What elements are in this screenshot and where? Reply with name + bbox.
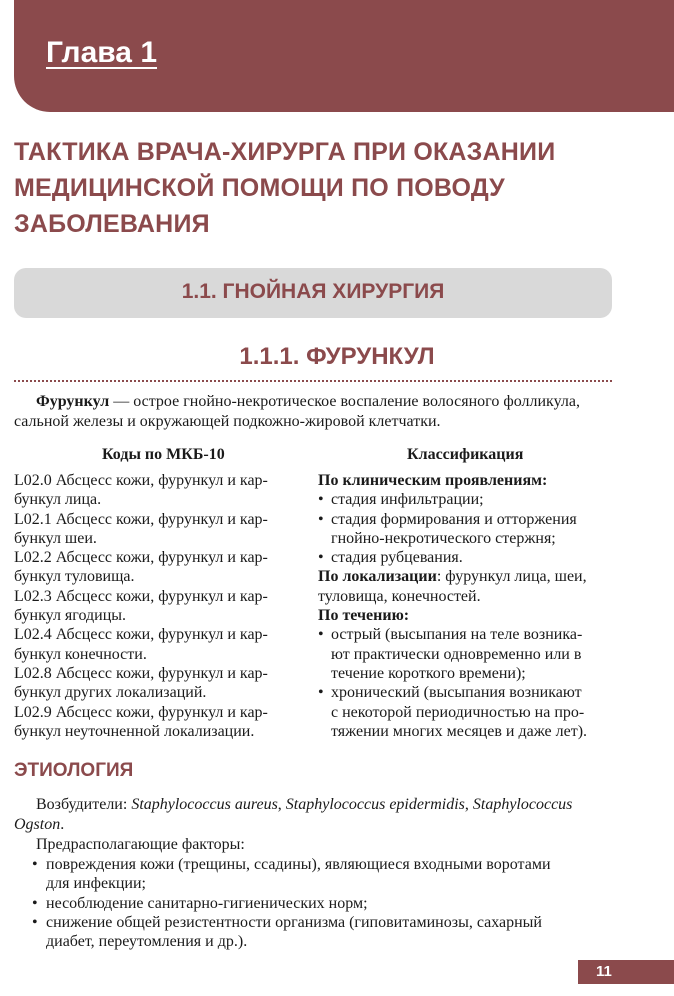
course-label: По течению: [318,607,410,625]
icd-code-item: L02.0 Абсцесс кожи, фурункул и кар- бункул лица. [14,472,268,509]
course-list [318,625,618,741]
page-number: 11 [596,963,612,980]
pathogens-paragraph: Возбудители: Staphylococcus aureus, Staphylococcus epidermidis, Staphylococcus Ogston. [14,796,573,833]
section-title: 1.1. ГНОЙНАЯ ХИРУРГИЯ [181,280,445,303]
icd-code-item: L02.4 Абсцесс кожи, фурункул и кар- бункул конечности. [14,626,268,663]
clinical-stage-item: • стадия формирования и отторжения гнойно-некротического стержня; [318,510,618,549]
subsection-title: 1.1.1. ФУРУНКУЛ [239,343,435,370]
icd-code-item: L02.3 Абсцесс кожи, фурункул и кар- бункул ягодицы. [14,587,268,625]
location-label: По локализации [318,568,437,586]
dotted-divider [14,380,612,382]
classification-list [318,471,618,741]
factor-item: • снижение общей резистентности организма (гиповитаминозы, сахарный диабет, переутомления и др.). [32,913,616,952]
page-number-tab [578,960,674,984]
definition-paragraph [14,392,614,432]
clinical-stage-item: • стадия рубцевания. [318,548,618,567]
title-line: ЗАБОЛЕВАНИЯ [14,210,210,238]
icd-code-item: L02.1 Абсцесс кожи, фурункул и кар- бункул шеи. [14,510,268,547]
clinical-stage-list [318,490,618,567]
classification-heading: Классификация [407,446,524,463]
etiology-heading: ЭТИОЛОГИЯ [14,760,134,781]
page-title [14,134,634,242]
pathogen: Staphylococcus Ogston [14,796,573,833]
icd-code-item: L02.8 Абсцесс кожи, фурункул и кар- бункул других локализаций. [14,664,268,702]
factor-item: • повреждения кожи (трещины, ссадины), являющиеся входными воротами для инфекции; [32,855,616,894]
title-line: ТАКТИКА ВРАЧА-ХИРУРГА ПРИ ОКАЗАНИИ [14,138,556,166]
location-line: По локализации: фурункул лица, шеи, туловища, конечностей. [318,568,587,605]
section-heading-bar [14,268,612,318]
chapter-banner [14,0,674,112]
definition-term: Фурункул [36,393,110,410]
icd-code-item: L02.2 Абсцесс кожи, фурункул и кар- бункул туловища. [14,549,268,586]
pathogen: Staphylococcus epidermidis [285,796,465,813]
course-item: • хронический (высыпания возникают с некоторой периодичностью на про- тяжении многих месяцев и даже лет). [318,683,618,741]
course-item: • острый (высыпания на теле возника- ют практически одновременно или в течение короткого времени); [318,625,618,683]
icd-code-item: L02.9 Абсцесс кожи, фурункул и кар- бункул неуточненной локализации. [14,703,268,740]
chapter-label: Глава 1 [46,36,158,69]
factor-item: • несоблюдение санитарно-гигиенических норм; [32,894,616,913]
icd-heading: Коды по МКБ-10 [102,446,225,463]
pathogen: Staphylococcus aureus [131,796,278,813]
definition-text: — острое гнойно-некротическое воспаление волосяного фолликула, сальной железы и окружающей подкожно-жировой клетчатки. [14,393,580,430]
factors-label: Предрасполагающие факторы: [36,836,245,853]
title-line: МЕДИЦИНСКОЙ ПОМОЩИ ПО ПОВОДУ [14,174,505,202]
clinical-stage-item: • стадия инфильтрации; [318,490,618,509]
icd-code-list [14,471,304,741]
factors-list [32,855,616,951]
clinical-label: По клиническим проявлениям: [318,472,548,489]
